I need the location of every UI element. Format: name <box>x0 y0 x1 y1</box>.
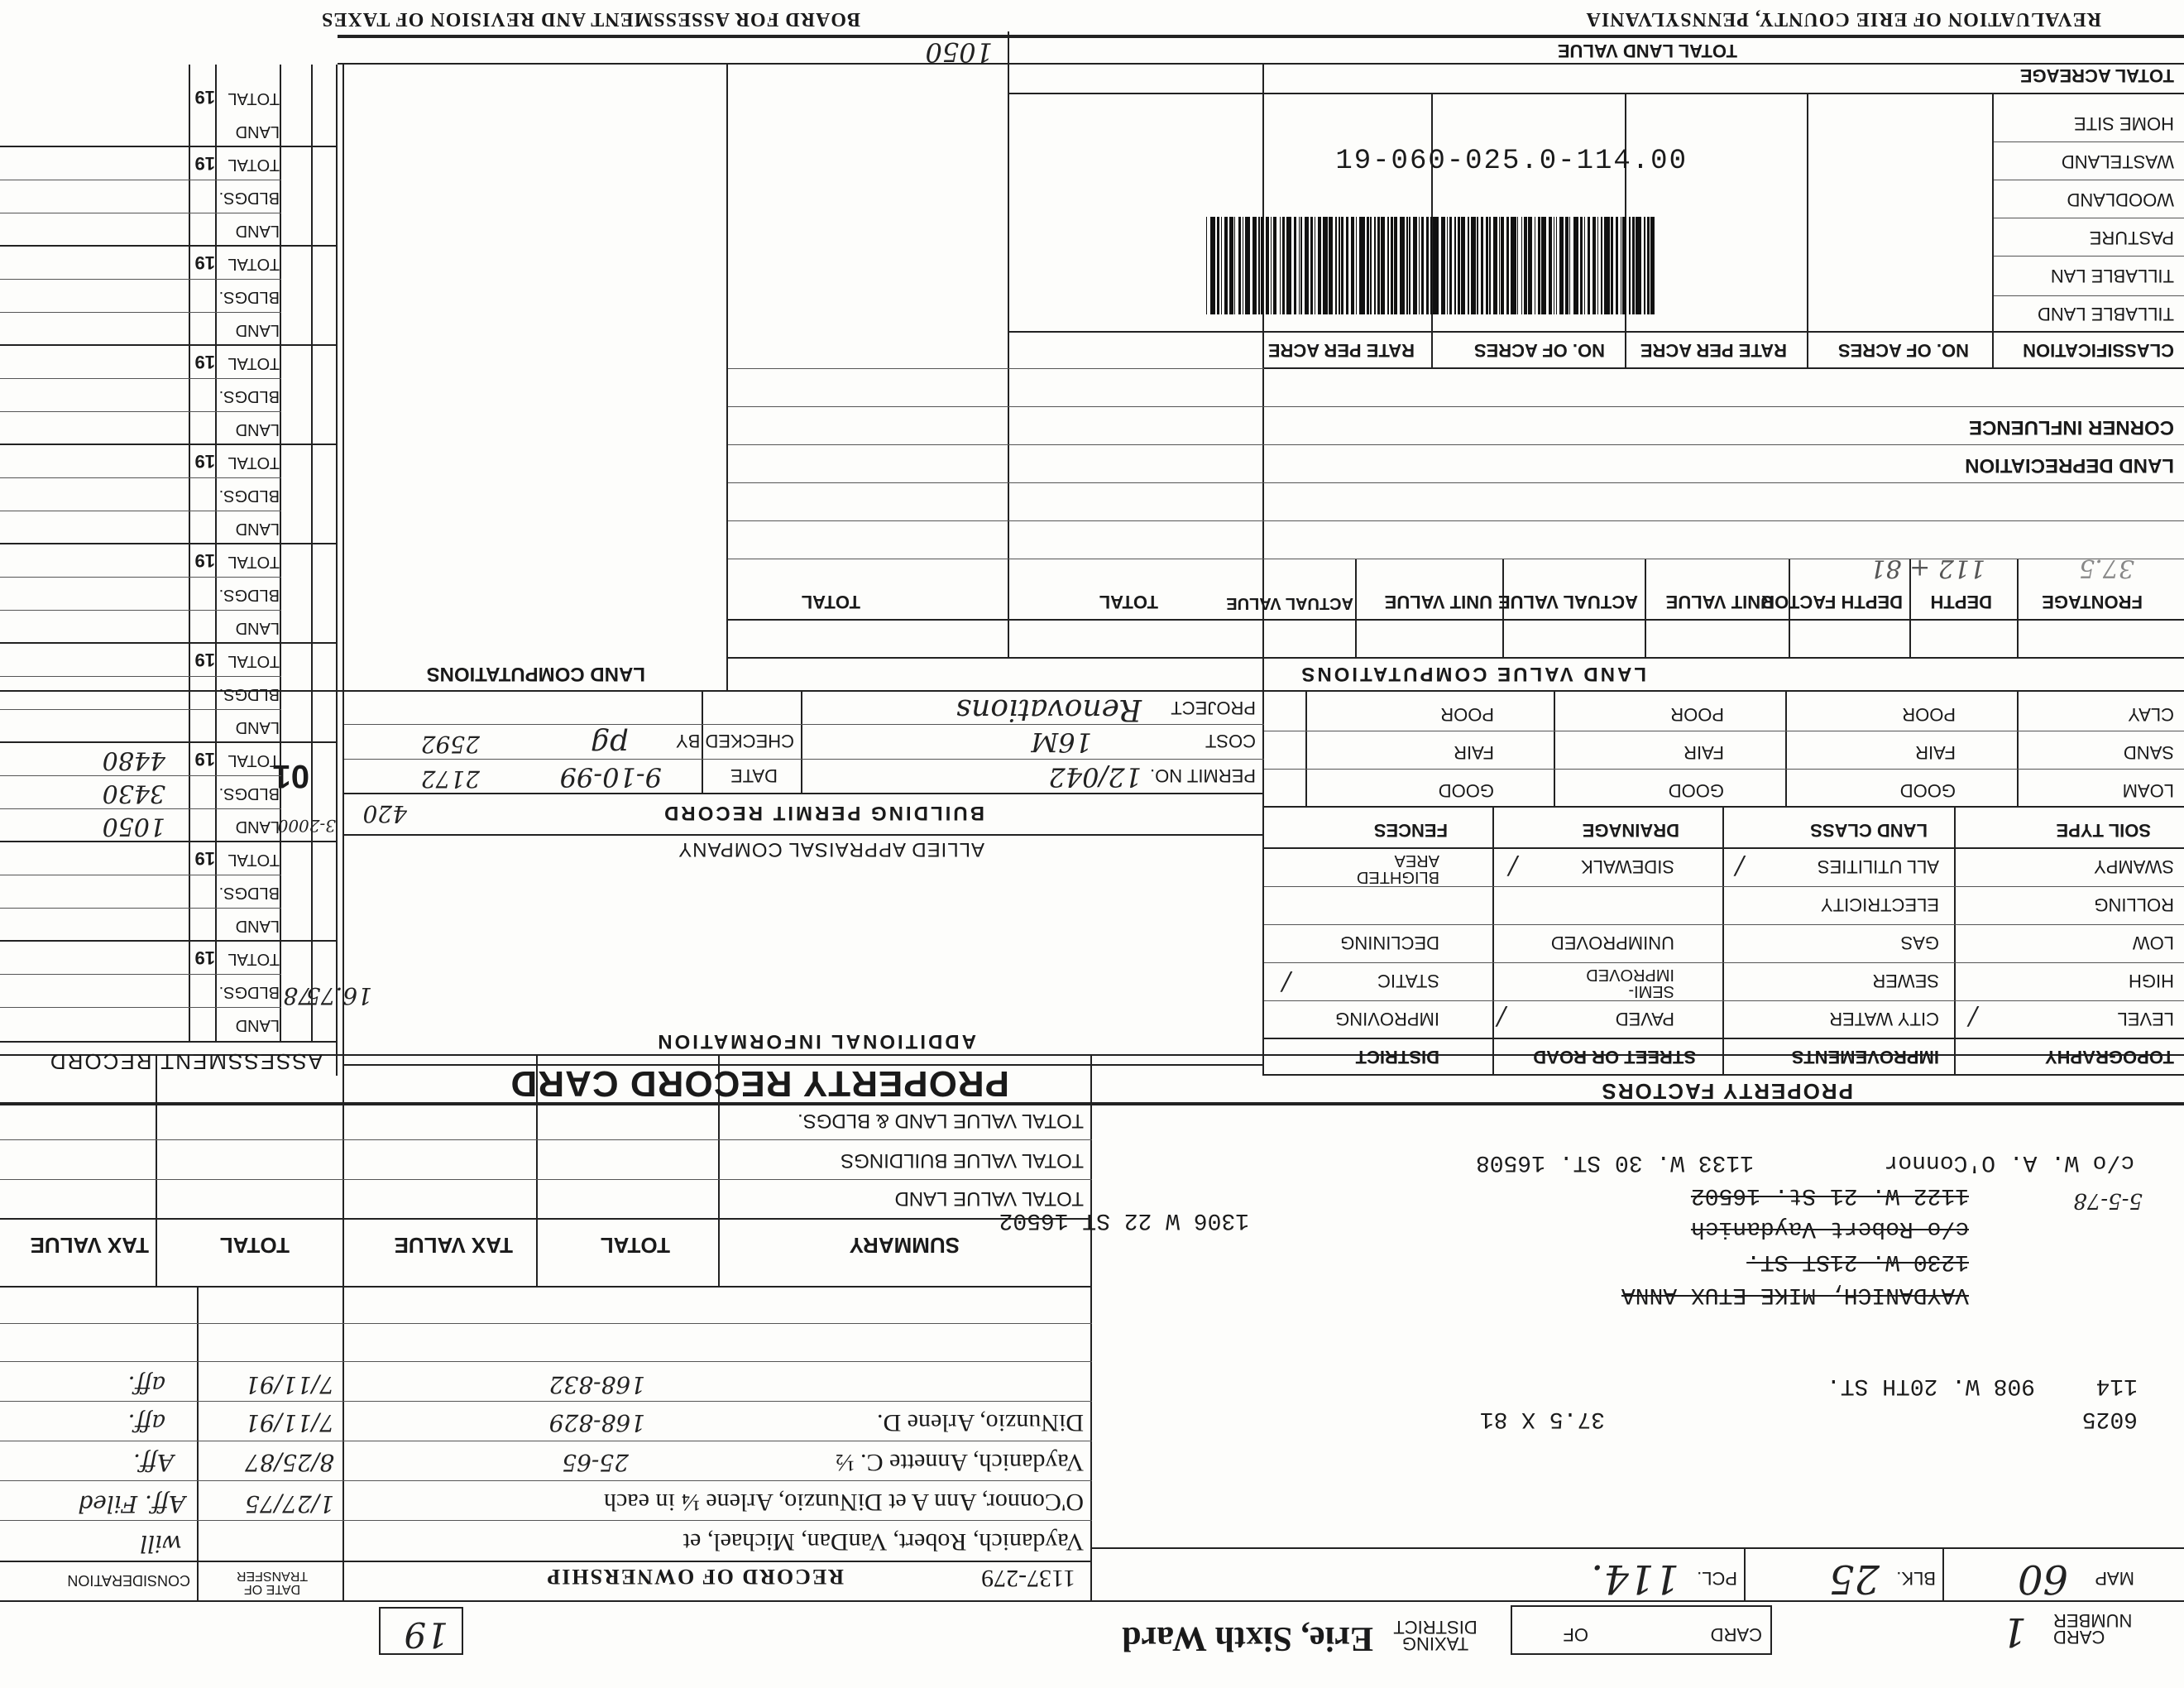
ownership-row-consideration: Aff. <box>133 1449 174 1476</box>
barcode-bar <box>1234 217 1236 314</box>
barcode-bar <box>1597 217 1599 314</box>
factor-item: SWAMPY <box>2094 856 2174 877</box>
additional-hand-value: 16.75 <box>305 982 372 1009</box>
barcode-bar <box>1282 217 1285 314</box>
barcode-bar <box>1346 217 1348 314</box>
barcode-bar <box>1588 217 1590 314</box>
barcode-bar <box>1549 217 1551 314</box>
assessment-row-label: TOTAL <box>228 453 280 472</box>
assessment-row-label: BLDGS. <box>218 884 280 902</box>
class-col-header: NO. OF ACRES <box>1473 340 1605 361</box>
barcode-bar <box>1458 217 1460 314</box>
assessment-row-label: TOTAL <box>228 354 280 372</box>
barcode-bar <box>1493 217 1497 314</box>
assessment-year-prefix: 19 <box>194 451 215 472</box>
map-label: MAP <box>2095 1568 2134 1589</box>
barcode-bar <box>1374 217 1376 314</box>
barcode-bar <box>1245 217 1250 314</box>
ownership-row-owner: Vaydanich, Annette C. ½ <box>836 1449 1084 1476</box>
land-col-header: DEPTH FACTOR <box>1761 592 1903 612</box>
factor-item: CITY WATER <box>1829 1009 1939 1029</box>
barcode-bar <box>1447 217 1449 314</box>
barcode-bar <box>1271 217 1272 314</box>
barcode-bar <box>1341 217 1343 314</box>
factor-item: BLIGHTED AREA <box>1356 851 1439 886</box>
owner-addr1-struck: 1230 W. 21ST ST. <box>1746 1249 1969 1274</box>
barcode-bar <box>1511 217 1516 314</box>
soil-header: FENCES <box>1373 820 1448 841</box>
barcode-bar <box>1426 217 1429 314</box>
card-of-of: OF <box>1563 1624 1588 1645</box>
summary-row-label: TOTAL VALUE LAND & BLDGS. <box>797 1110 1084 1132</box>
corner-influence-label: CORNER INFLUENCE <box>1968 416 2174 439</box>
barcode-bar <box>1449 217 1452 314</box>
land-col-header: DEPTH <box>1930 592 1992 612</box>
soil-header: LAND CLASS <box>1810 820 1928 841</box>
assessment-row-label: TOTAL <box>228 553 280 571</box>
barcode-bar <box>1584 217 1586 314</box>
summary-total-col: TOTAL <box>219 1233 290 1258</box>
permit-date-label: DATE <box>730 765 778 786</box>
factor-item: SIDEWALK <box>1581 856 1674 877</box>
barcode-bar <box>1541 217 1546 314</box>
barcode-bar <box>1381 217 1385 314</box>
assessment-row-label: BLDGS. <box>218 983 280 1001</box>
barcode-bar <box>1323 217 1328 314</box>
assessment-row-label: LAND <box>235 718 280 736</box>
factor-item: LOW <box>2132 933 2174 953</box>
soil-item: GOOD <box>1438 780 1494 801</box>
barcode-bar <box>1329 217 1333 314</box>
permit-project: Renovations <box>956 693 1142 727</box>
class-row: TILLABLE LAND <box>2037 304 2174 324</box>
barcode-bar <box>1266 217 1268 314</box>
barcode-bar <box>1441 217 1445 314</box>
additional-info-title: ADDITIONAL INFORMATION <box>655 1030 976 1053</box>
barcode-bar <box>1601 217 1602 314</box>
barcode-bar <box>1221 217 1223 314</box>
assessment-bldgs: 3430 <box>102 779 165 808</box>
soil-header: DRAINAGE <box>1582 820 1679 841</box>
assessment-year: 78 <box>283 982 313 1009</box>
barcode-bar <box>1506 217 1509 314</box>
assessment-year-prefix: 19 <box>194 848 215 869</box>
barcode-bar <box>1299 217 1300 314</box>
header-left-title: REVALUATION OF ERIE COUNTY, PENNSYLVANIA <box>1585 8 2101 30</box>
barcode-bar <box>1258 217 1260 314</box>
barcode-bar <box>1636 217 1640 314</box>
ownership-row-ref: 168-832 <box>548 1371 645 1398</box>
total-land-value-label: TOTAL LAND VALUE <box>1557 41 1737 61</box>
barcode-bar <box>1377 217 1380 314</box>
frontage-hand: 37.5 <box>2079 554 2134 583</box>
barcode-bar <box>1351 217 1355 314</box>
barcode-bar <box>1502 217 1504 314</box>
assessment-year-prefix: 19 <box>194 252 215 273</box>
assessment-total: 4480 <box>102 746 165 774</box>
barcode-bar <box>1387 217 1389 314</box>
barcode-bar <box>1622 217 1626 314</box>
factor-item: STATIC <box>1377 971 1439 991</box>
barcode-bar <box>1315 217 1316 314</box>
land-col-header: TOTAL <box>1099 592 1158 612</box>
barcode-bar <box>1391 217 1393 314</box>
factor-item: IMPROVING <box>1335 1009 1439 1029</box>
barcode-bar <box>1565 217 1568 314</box>
factor-header: DISTRICT <box>1355 1047 1439 1067</box>
barcode-bar <box>1489 217 1491 314</box>
ownership-row-date: 7/11/91 <box>245 1409 334 1436</box>
barcode-bar <box>1650 217 1655 314</box>
ownership-row-date: 1/27/75 <box>245 1490 334 1518</box>
ownership-col-consideration: CONSIDERATION <box>67 1572 190 1589</box>
assessment-row-label: LAND <box>235 818 280 836</box>
owner-care-of2: c/o W. A. O'Connor <box>1884 1149 2134 1175</box>
assessment-row-label: LAND <box>235 122 280 141</box>
barcode-bar <box>1471 217 1476 314</box>
class-row: PASTURE <box>2089 228 2174 248</box>
ownership-row-owner: DiNunzio, Arlene D. <box>877 1409 1084 1436</box>
owner-addr3: 1133 W. 30 ST. 16508 <box>1475 1149 1754 1175</box>
ownership-row-consideration: aff. <box>127 1371 165 1398</box>
assessment-row-label: BLDGS. <box>218 387 280 405</box>
permit-checked: pg <box>590 727 629 761</box>
barcode-bar <box>1229 217 1233 314</box>
barcode-bar <box>1359 217 1364 314</box>
assessment-row-label: TOTAL <box>228 950 280 968</box>
assessment-year-prefix: 19 <box>194 749 215 770</box>
total-acreage-label: TOTAL ACREAGE <box>2019 65 2174 86</box>
factor-item: ALL UTILITIES <box>1817 856 1939 877</box>
ownership-book-ref: 1137-279 <box>981 1565 1075 1592</box>
ownership-row-ref: 168-829 <box>548 1409 645 1436</box>
barcode-bar <box>1629 217 1631 314</box>
barcode-bar <box>1243 217 1244 314</box>
taxing-district-value: Erie, Sixth Ward <box>1122 1619 1373 1657</box>
land-col-header: UNIT VALUE <box>1384 592 1492 612</box>
soil-item: FAIR <box>1454 742 1494 763</box>
blk-label: BLK. <box>1896 1568 1936 1589</box>
ownership-row-owner: Vaydanich, Robert, VanDan, Michael, et <box>682 1528 1084 1556</box>
barcode-bar <box>1406 217 1408 314</box>
assessment-row-label: LAND <box>235 619 280 637</box>
property-record-card-title: PROPERTY RECORD CARD <box>510 1063 1009 1104</box>
barcode-bar <box>1524 217 1526 314</box>
barcode-bar <box>1556 217 1558 314</box>
barcode-bar <box>1521 217 1523 314</box>
total-land-value-hand: 1050 <box>925 36 993 68</box>
barcode-bar <box>1433 217 1438 314</box>
district-code: 19 <box>404 1614 448 1655</box>
barcode-bar <box>1252 217 1257 314</box>
factor-header: STREET OR ROAD <box>1533 1047 1696 1067</box>
owner-addr-current: 1306 W 22 ST 16502 <box>999 1207 1249 1233</box>
factor-item: SEWER <box>1872 971 1939 991</box>
barcode-bar <box>1559 217 1564 314</box>
map-value: 60 <box>2017 1556 2068 1602</box>
appraiser-name: ALLIED APPRAISAL COMPANY <box>678 838 984 861</box>
assessment-row-label: LAND <box>235 321 280 339</box>
soil-item: POOR <box>1670 704 1724 725</box>
barcode-bar <box>1419 217 1420 314</box>
barcode-bar <box>1535 217 1536 314</box>
ownership-row-owner: O'Connor, Ann A et DiNunzio, Arlene ¼ in each <box>604 1489 1084 1516</box>
barcode-bar <box>1273 217 1277 314</box>
barcode-bar <box>1554 217 1555 314</box>
barcode-bar <box>1580 217 1583 314</box>
land-col-header: ACTUAL VALUE <box>1226 594 1353 612</box>
barcode-bar <box>1644 217 1645 314</box>
barcode-bar <box>1413 217 1417 314</box>
barcode-bar <box>1238 217 1241 314</box>
check-mark: / <box>1968 1002 1977 1031</box>
factor-item: LEVEL <box>2117 1009 2174 1029</box>
barcode-bar <box>1305 217 1309 314</box>
soil-item: CLAY <box>2128 704 2174 725</box>
assessment-record-title: ASSESSMENT RECORD <box>48 1049 323 1074</box>
assessment-row-label: TOTAL <box>228 751 280 770</box>
pcl-value: 114. <box>1591 1556 1679 1602</box>
soil-item: POOR <box>1440 704 1494 725</box>
permit-side-note: 3-2000 <box>277 816 336 836</box>
factor-item: PAVED <box>1615 1009 1674 1029</box>
depth-hand: 112 + 81 <box>1870 554 1985 583</box>
soil-item: FAIR <box>1915 742 1956 763</box>
barcode-bar <box>1300 217 1302 314</box>
factor-header: TOPOGRAPHY <box>2044 1047 2174 1067</box>
assessment-row-label: BLDGS. <box>218 487 280 505</box>
address-street: 908 W. 20TH ST. <box>1826 1373 2035 1398</box>
summary-tax-value-col: TAX VALUE <box>30 1233 149 1258</box>
factor-item: HIGH <box>2129 971 2174 991</box>
permit-no: 12/042 <box>1048 761 1142 793</box>
summary-row-label: TOTAL VALUE LAND <box>894 1187 1084 1210</box>
blk-value: 25 <box>1828 1556 1880 1602</box>
factor-header: IMPROVEMENTS <box>1791 1047 1939 1067</box>
barcode-bar <box>1517 217 1519 314</box>
assessment-row-label: TOTAL <box>228 89 280 108</box>
card-of-label: CARD <box>1710 1624 1762 1645</box>
assessment-row-label: LAND <box>235 520 280 538</box>
parcel-id-text: 19-060-025.0-114.00 <box>1335 146 1688 177</box>
header-right-title: BOARD FOR ASSESSMENT AND REVISION OF TAXES <box>321 8 860 30</box>
barcode-bar <box>1318 217 1320 314</box>
barcode-bar <box>1592 217 1597 314</box>
assessment-row-label: BLDGS. <box>218 189 280 207</box>
soil-item: GOOD <box>1668 780 1724 801</box>
assessment-year-prefix: 19 <box>194 153 215 174</box>
assessment-row-label: BLDGS. <box>218 288 280 306</box>
pcl-label: PCL. <box>1697 1568 1737 1589</box>
ownership-row-date: 8/25/87 <box>245 1449 334 1476</box>
class-row: HOME SITE <box>2073 113 2174 134</box>
classification-label: CLASSIFICATION <box>2023 340 2174 361</box>
assessment-row-label: BLDGS. <box>218 685 280 703</box>
barcode-bar <box>1261 217 1263 314</box>
barcode-bar <box>1454 217 1456 314</box>
barcode-bar <box>1210 217 1215 314</box>
address-dimensions: 37.5 X 81 <box>1479 1406 1605 1431</box>
class-col-header: RATE PER ACRE <box>1640 340 1787 361</box>
owner-date-note: 5-5-78 <box>2073 1188 2143 1213</box>
assessment-row-label: BLDGS. <box>218 586 280 604</box>
permit-title: BUILDING PERMIT RECORD <box>662 802 984 824</box>
assessment-year-prefix: 19 <box>194 87 215 108</box>
permit-cost: 16M <box>1031 727 1092 758</box>
barcode-bar <box>1356 217 1358 314</box>
barcode-bar <box>1421 217 1424 314</box>
assessment-row-label: LAND <box>235 420 280 439</box>
barcode-bar <box>1499 217 1501 314</box>
class-row: TILLABLE LAN <box>2050 266 2174 286</box>
factor-item: ELECTRICITY <box>1820 894 1939 915</box>
factor-item: GAS <box>1900 933 1939 953</box>
land-col-header: TOTAL <box>801 592 860 612</box>
barcode-bar <box>1339 217 1340 314</box>
property-factors-title: PROPERTY FACTORS <box>1600 1079 1853 1104</box>
address-code: 6025 <box>2081 1406 2138 1431</box>
ownership-row-ref: 25-65 <box>562 1449 629 1476</box>
barcode-bar <box>1217 217 1219 314</box>
assessment-row-label: LAND <box>235 222 280 240</box>
permit-cost-label: COST <box>1205 731 1256 751</box>
ownership-row-date: 7/11/91 <box>245 1371 334 1398</box>
barcode-bar <box>1280 217 1281 314</box>
barcode-bar <box>1400 217 1405 314</box>
barcode-bar <box>1477 217 1478 314</box>
barcode-bar <box>1286 217 1291 314</box>
soil-item: FAIR <box>1684 742 1724 763</box>
class-col-header: NO. OF ACRES <box>1837 340 1969 361</box>
address-parcel: 114 <box>2095 1373 2138 1398</box>
barcode-bar <box>1632 217 1635 314</box>
summary-label: SUMMARY <box>849 1233 960 1258</box>
barcode-bar <box>1528 217 1532 314</box>
barcode-bar <box>1481 217 1483 314</box>
land-value-title: LAND VALUE COMPUTATIONS <box>1299 663 1646 685</box>
assessment-year-prefix: 19 <box>194 550 215 571</box>
class-row: WASTELAND <box>2061 151 2174 172</box>
land-col-header: FRONTAGE <box>2042 592 2143 612</box>
barcode-bar <box>1486 217 1488 314</box>
barcode-bar <box>1430 217 1432 314</box>
assessment-row-label: LAND <box>235 917 280 935</box>
soil-header: SOIL TYPE <box>2056 820 2151 841</box>
assessment-row-label: LAND <box>235 1016 280 1034</box>
assessment-year: 01 <box>272 758 309 794</box>
barcode-bar <box>1335 217 1337 314</box>
ownership-row-consideration: Aff. Filed <box>78 1490 185 1518</box>
owner-addr2-struck: 1122 W. 21 St. 16502 <box>1690 1182 1969 1208</box>
barcode-bar <box>1616 217 1618 314</box>
check-mark: / <box>1735 851 1744 880</box>
land-col-header: UNIT VALUE <box>1665 592 1774 612</box>
permit-project-label: PROJECT <box>1171 698 1256 718</box>
barcode-bar <box>1367 217 1369 314</box>
assessment-year-prefix: 19 <box>194 352 215 372</box>
ownership-title: RECORD OF OWNERSHIP <box>545 1565 844 1589</box>
card-number-value: 1 <box>2001 1609 2027 1655</box>
permit-no-label: PERMIT NO. <box>1150 765 1256 786</box>
assessment-year-prefix: 19 <box>194 650 215 670</box>
barcode-bar <box>1611 217 1613 314</box>
land-computations-title: LAND COMPUTATIONS <box>426 663 645 685</box>
assessment-row-label: TOTAL <box>228 255 280 273</box>
permit-code-b: 2172 <box>420 765 480 793</box>
land-col-header: ACTUAL VALUE <box>1497 592 1638 612</box>
factor-item: DECLINING <box>1340 933 1439 953</box>
assessment-year-prefix: 19 <box>194 947 215 968</box>
factor-item: UNIMPROVED <box>1550 933 1674 953</box>
barcode-bar <box>1573 217 1578 314</box>
barcode-bar <box>1224 217 1227 314</box>
barcode-bar <box>1206 217 1208 314</box>
barcode-bar <box>1409 217 1410 314</box>
ownership-row-consideration: aff. <box>127 1409 165 1436</box>
check-mark: / <box>1497 1002 1506 1031</box>
check-mark: / <box>1281 967 1291 996</box>
permit-date: 9-10-99 <box>559 761 662 793</box>
assessment-row-label: BLDGS. <box>218 784 280 803</box>
land-depreciation-label: LAND DEPRECIATION <box>1965 454 2174 477</box>
assessment-land: 1050 <box>102 812 165 841</box>
assessment-row-label: TOTAL <box>228 156 280 174</box>
ownership-row-consideration: will <box>140 1530 182 1557</box>
barcode-bar <box>1538 217 1540 314</box>
class-row: WOODLAND <box>2067 189 2174 210</box>
assessment-row-label: TOTAL <box>228 652 280 670</box>
barcode-bar <box>1569 217 1571 314</box>
factor-item: SEMI- IMPROVED <box>1586 966 1674 1000</box>
barcode-bar <box>1394 217 1396 314</box>
summary-total-col: TOTAL <box>600 1233 670 1258</box>
permit-code-a: 420 <box>362 800 407 827</box>
class-col-header: RATE PER ACRE <box>1267 340 1415 361</box>
factor-item: ROLLING <box>2094 894 2174 915</box>
barcode-bar <box>1294 217 1296 314</box>
taxing-district-label: TAXING DISTRICT <box>1393 1617 1478 1654</box>
summary-tax-value-col: TAX VALUE <box>394 1233 513 1258</box>
soil-item: LOAM <box>2122 780 2174 801</box>
assessment-row-label: TOTAL <box>228 851 280 869</box>
parcel-barcode <box>1006 217 1655 314</box>
permit-code-c: 2592 <box>420 731 480 758</box>
barcode-bar <box>1604 217 1609 314</box>
barcode-bar <box>1370 217 1372 314</box>
barcode-bar <box>1461 217 1465 314</box>
summary-row-label: TOTAL VALUE BUILDINGS <box>841 1149 1084 1172</box>
barcode-bar <box>1621 217 1622 314</box>
soil-item: SAND <box>2123 742 2174 763</box>
soil-item: POOR <box>1902 704 1956 725</box>
check-mark: / <box>1508 851 1517 880</box>
owner-care-of-struck: c/o Robert Vaydanich <box>1690 1216 1969 1241</box>
card-number-label: CARD NUMBER <box>2053 1610 2133 1647</box>
barcode-bar <box>1310 217 1313 314</box>
owner-name-struck: VAYDANICH, MIKE ETUX ANNA <box>1621 1282 1969 1307</box>
soil-item: GOOD <box>1899 780 1956 801</box>
barcode-bar <box>1647 217 1650 314</box>
permit-checked-label: CHECKED BY <box>675 731 794 751</box>
barcode-bar <box>1468 217 1469 314</box>
ownership-col-date: DATE OF TRANSFER <box>236 1569 309 1596</box>
